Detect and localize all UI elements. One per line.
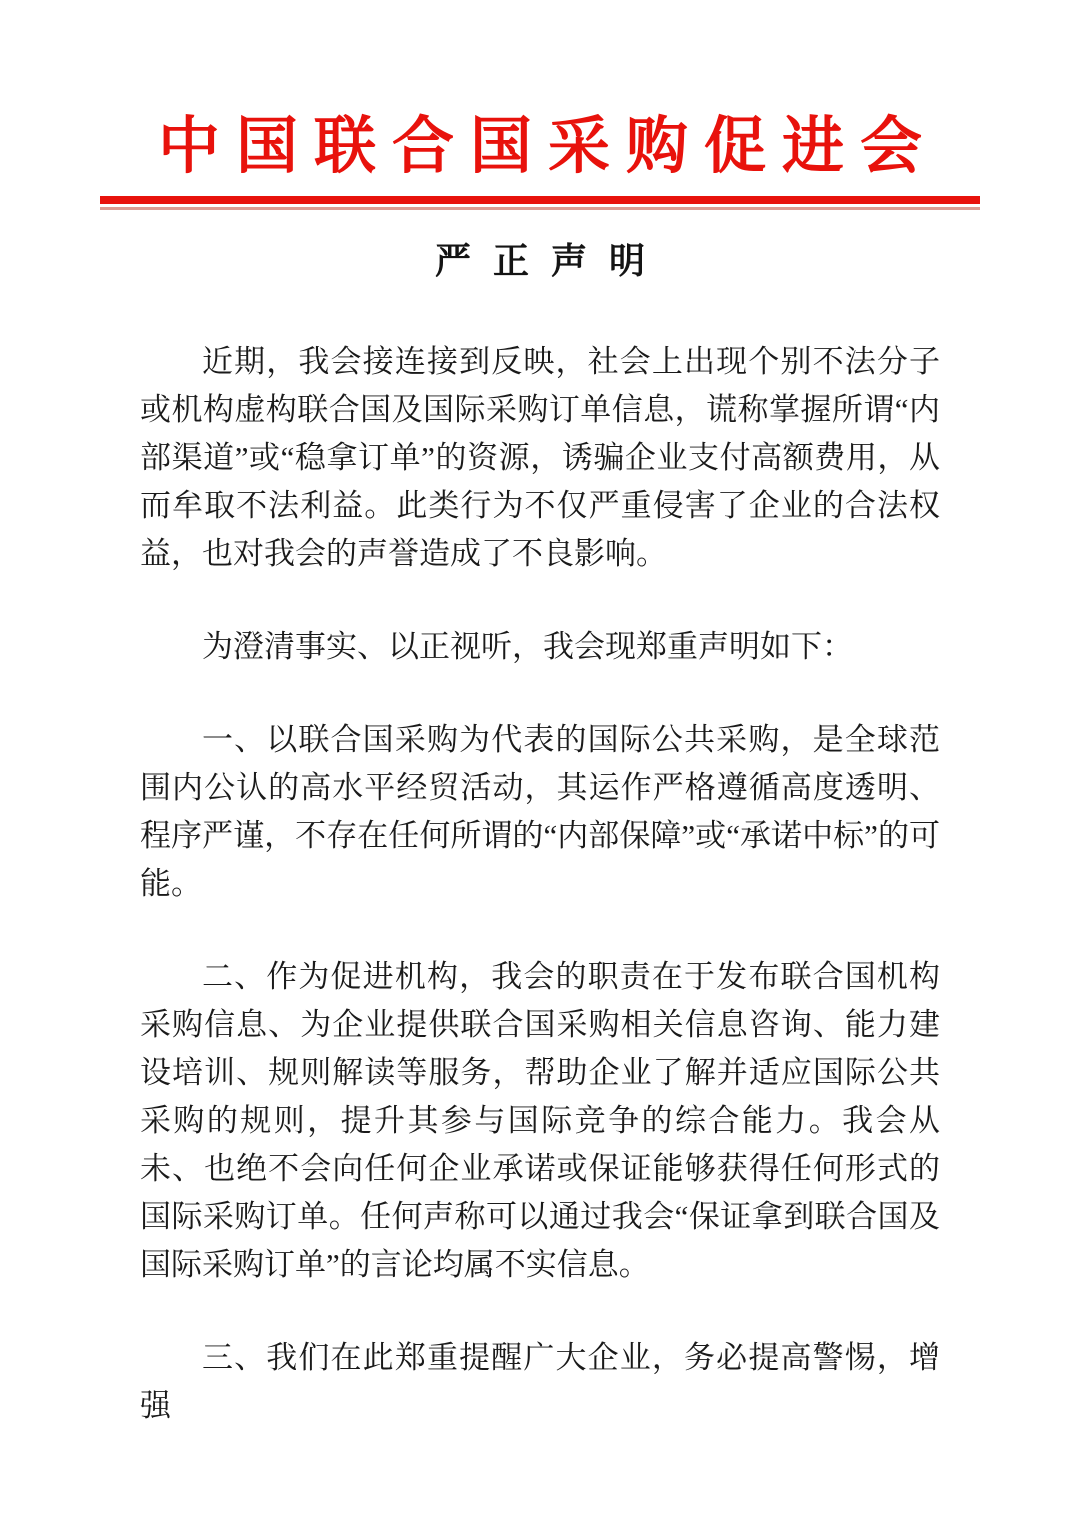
paragraph: 为澄清事实、以正视听，我会现郑重声明如下： — [202, 629, 853, 664]
paragraph: 近期，我会接连接到反映，社会上出现个别不法分子或机构虚构联合国及国际采购订单信息，谎称掌握所谓“内部渠道”或“稳拿订单”的资源，诱骗企业支付高额费用，从而牟取不法利益。此类行为不仅严重侵害了企业的合法权益，也对我会的声誉造成了不良影响。 — [140, 344, 940, 571]
org-name: 中国联合国采购促进会 — [157, 113, 938, 181]
letterhead-rule-thin — [100, 207, 980, 210]
paragraph: 一、以联合国采购为代表的国际公共采购，是全球范围内公认的高水平经贸活动，其运作严格遵循高度透明、程序严谨，不存在任何所谓的“内部保障”或“承诺中标”的可能。 — [140, 722, 940, 901]
paragraph: 二、作为促进机构，我会的职责在于发布联合国机构采购信息、为企业提供联合国采购相关信息咨询、能力建设培训、规则解读等服务，帮助企业了解并适应国际公共采购的规则，提升其参与国际竞争的综合能力。我会从未、也绝不会向任何企业承诺或保证能够获得任何形式的国际采购订单。任何声称可以通过我会“保证拿到联合国及国际采购订单”的言论均属不实信息。 — [140, 959, 940, 1282]
paragraph: 三、我们在此郑重提醒广大企业，务必提高警惕，增强 — [140, 1340, 940, 1423]
letterhead — [0, 0, 1080, 210]
statement — [0, 236, 1080, 1430]
statement-title: 严正声明 — [434, 240, 667, 281]
letterhead-rule-thick — [100, 196, 980, 204]
statement-body — [140, 338, 940, 1430]
